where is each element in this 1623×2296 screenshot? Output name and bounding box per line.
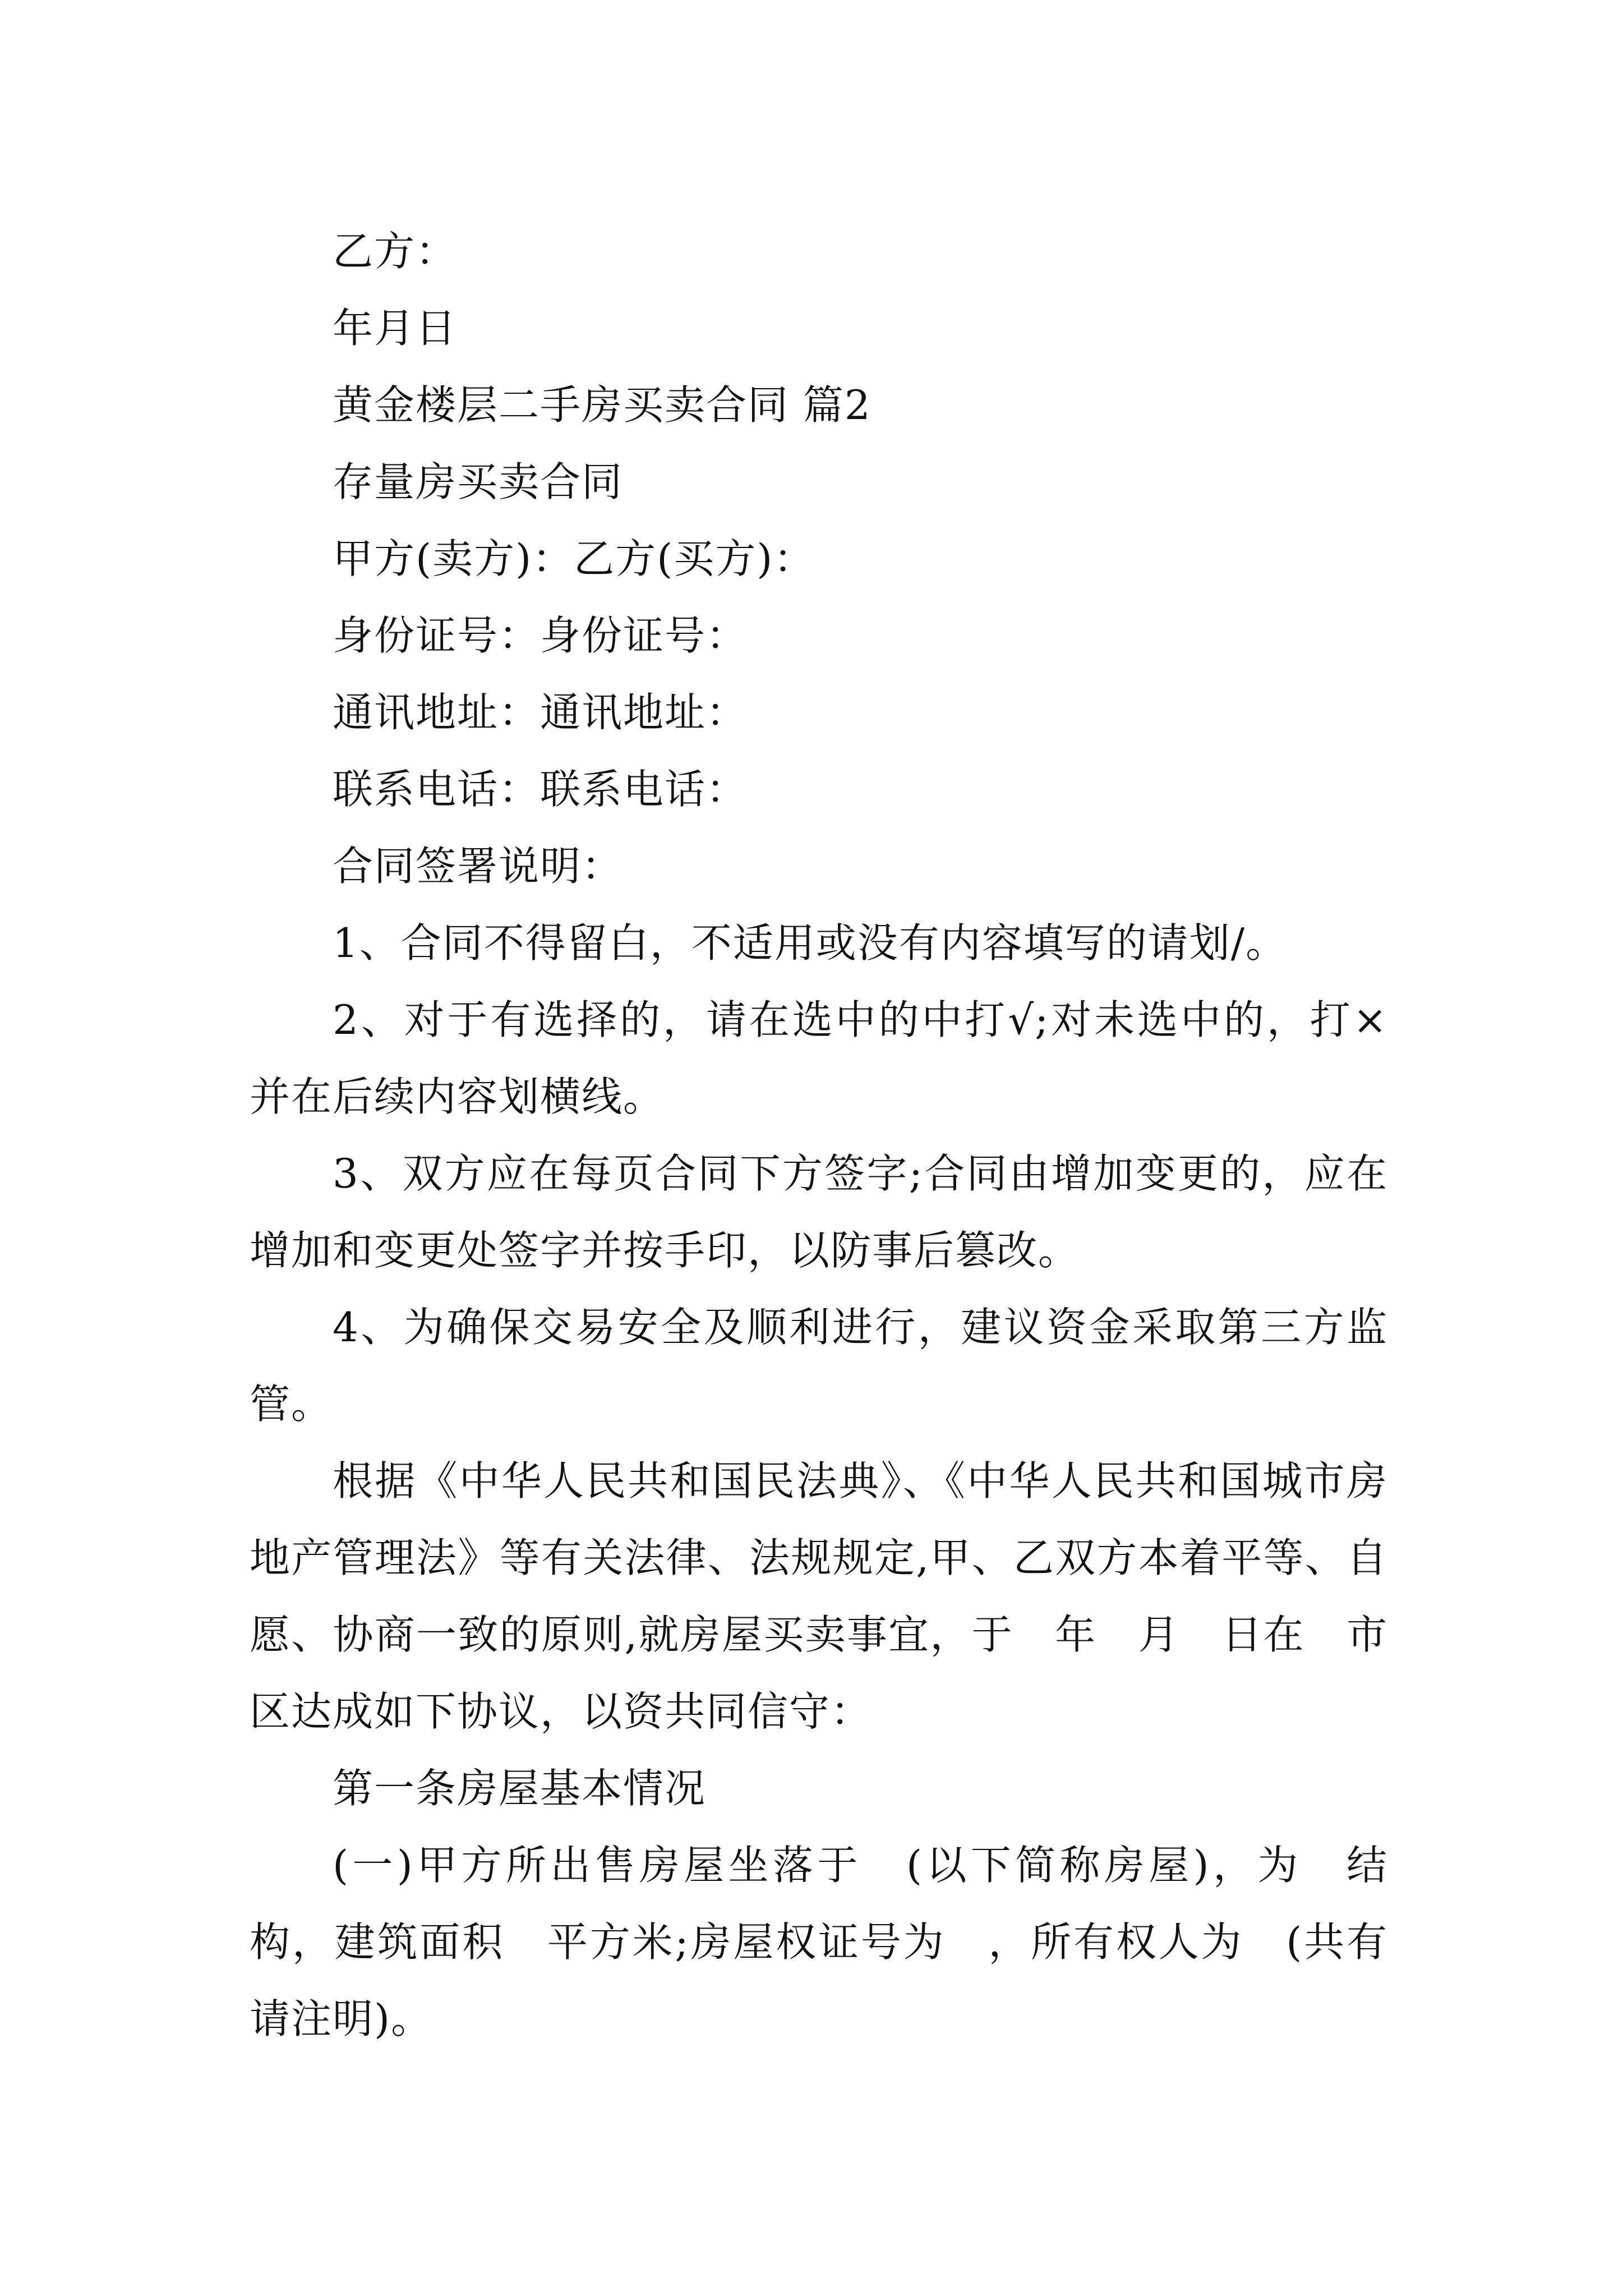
date-line: 年月日 [333,305,458,352]
contract-title: 存量房买卖合同 [333,458,624,505]
section-title: 第一条房屋基本情况 [333,1765,707,1812]
note-item-1: 1、合同不得留白，不适用或没有内容填写的请划/。 [333,919,1288,967]
phone-line: 联系电话：联系电话： [333,766,748,813]
document-body [250,213,1430,2058]
signing-notes-heading: 合同签署说明： [333,843,624,890]
id-number-line: 身份证号：身份证号： [333,612,748,659]
parties-line: 甲方(卖方)：乙方(买方)： [333,535,815,582]
legal-basis-paragraph: 根据《中华人民共和国民法典》、《中华人民共和国城市房地产管理法》等有关法律、法规规定,甲、乙双方本着平等、自愿、协商一致的原则,就房屋买卖事宜，于 年 月 日在 市 区达成如下协议，以资共同信守： [250,1457,1430,1735]
note-item-3: 3、双方应在每页合同下方签字;合同由增加变更的，应在增加和变更处签字并按手印，以防事后篡改。 [250,1150,1388,1274]
section-paragraph: (一)甲方所出售房屋坐落于 (以下简称房屋)，为 结构，建筑面积 平方米;房屋权证号为 ，所有权人为 (共有请注明)。 [250,1842,1388,2042]
note-item-4: 4、为确保交易安全及顺利进行，建议资金采取第三方监管。 [250,1304,1388,1428]
note-item-2: 2、对于有选择的，请在选中的中打√;对未选中的，打×并在后续内容划横线。 [250,996,1388,1120]
contract-heading: 黄金楼层二手房买卖合同 篇2 [333,381,872,429]
party-b-label: 乙方： [333,228,458,275]
address-line: 通讯地址：通讯地址： [333,689,748,736]
